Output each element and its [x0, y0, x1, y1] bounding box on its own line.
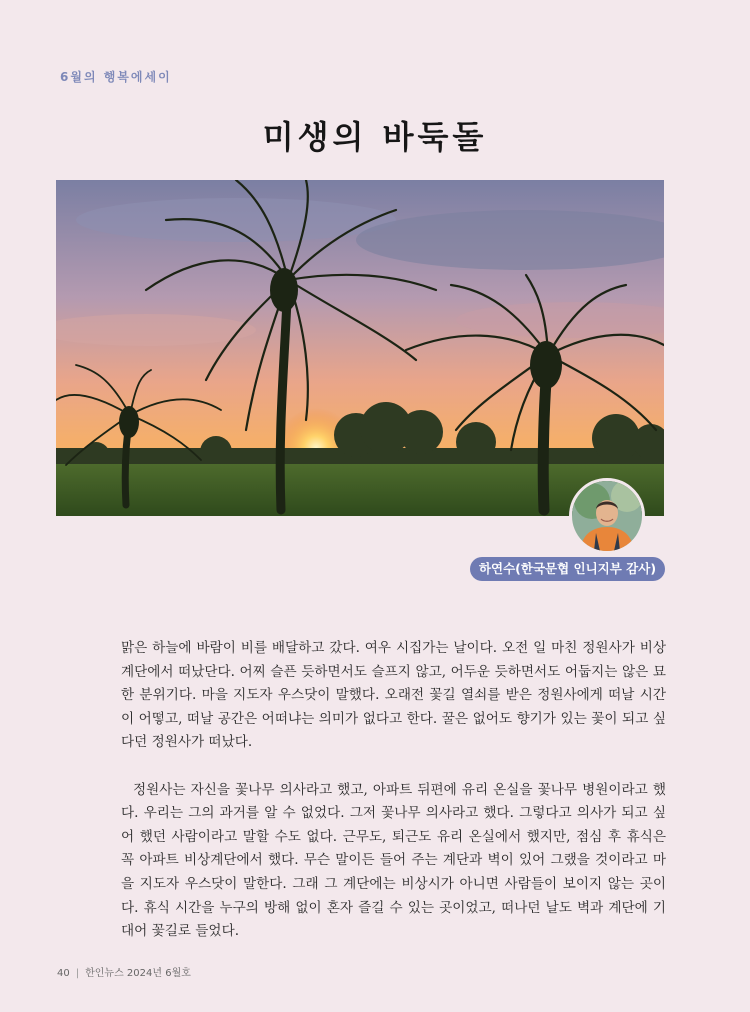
publication-name: 한인뉴스 2024년 6월호: [85, 968, 191, 979]
sunset-palm-photo: [56, 180, 664, 516]
page-footer: [57, 964, 191, 979]
article-paragraph: 맑은 하늘에 바람이 비를 배달하고 갔다. 여우 시집가는 날이다. 오전 일 마친 정원사가 비상계단에서 떠났단다. 어찌 슬픈 듯하면서도 슬프지 않고, 어두운 듯하면서도 어둡지는 않은 묘한 분위기다. 마을 지도자 우스닷이 말했다. 오래전 꽃길 열쇠를 받은 정원사에게 떠날 시간이 어떻고, 떠날 공간은 어떠냐는 의미가 없다고 한다. 꿀은 없어도 향기가 있는 꽃이 되고 싶다던 정원사가 떠났다.: [121, 640, 666, 751]
author-byline: 하연수(한국문협 인니지부 감사): [470, 557, 665, 581]
page-number: 40: [57, 968, 70, 979]
article-body: [121, 637, 666, 944]
article-title: 미생의 바둑돌: [262, 118, 488, 156]
section-label: 6월의 행복에세이: [60, 70, 172, 84]
article-paragraph: 정원사는 자신을 꽃나무 의사라고 했고, 아파트 뒤편에 유리 온실을 꽃나무 병원이라고 했다. 우리는 그의 과거를 알 수 없었다. 그저 꽃나무 의사라고 했다. 그렇다고 의사가 되고 싶어 했던 사람이라고 말할 수도 없다. 근무도, 퇴근도 유리 온실에서 했지만, 점심 후 휴식은 꼭 아파트 비상계단에서 했다. 무슨 말이든 들어 주는 계단과 벽이 있어 그랬을 것이라고 마을 지도자 우스닷이 말한다. 그래 그 계단에는 비상시가 아니면 사람들이 보이지 않는 곳이다. 휴식 시간을 누구의 방해 없이 혼자 즐길 수 있는 곳이었고, 떠나던 날도 벽과 계단에 기대어 꽃길로 들었다.: [121, 781, 666, 940]
author-avatar: [569, 478, 645, 554]
footer-separator: |: [75, 968, 80, 979]
